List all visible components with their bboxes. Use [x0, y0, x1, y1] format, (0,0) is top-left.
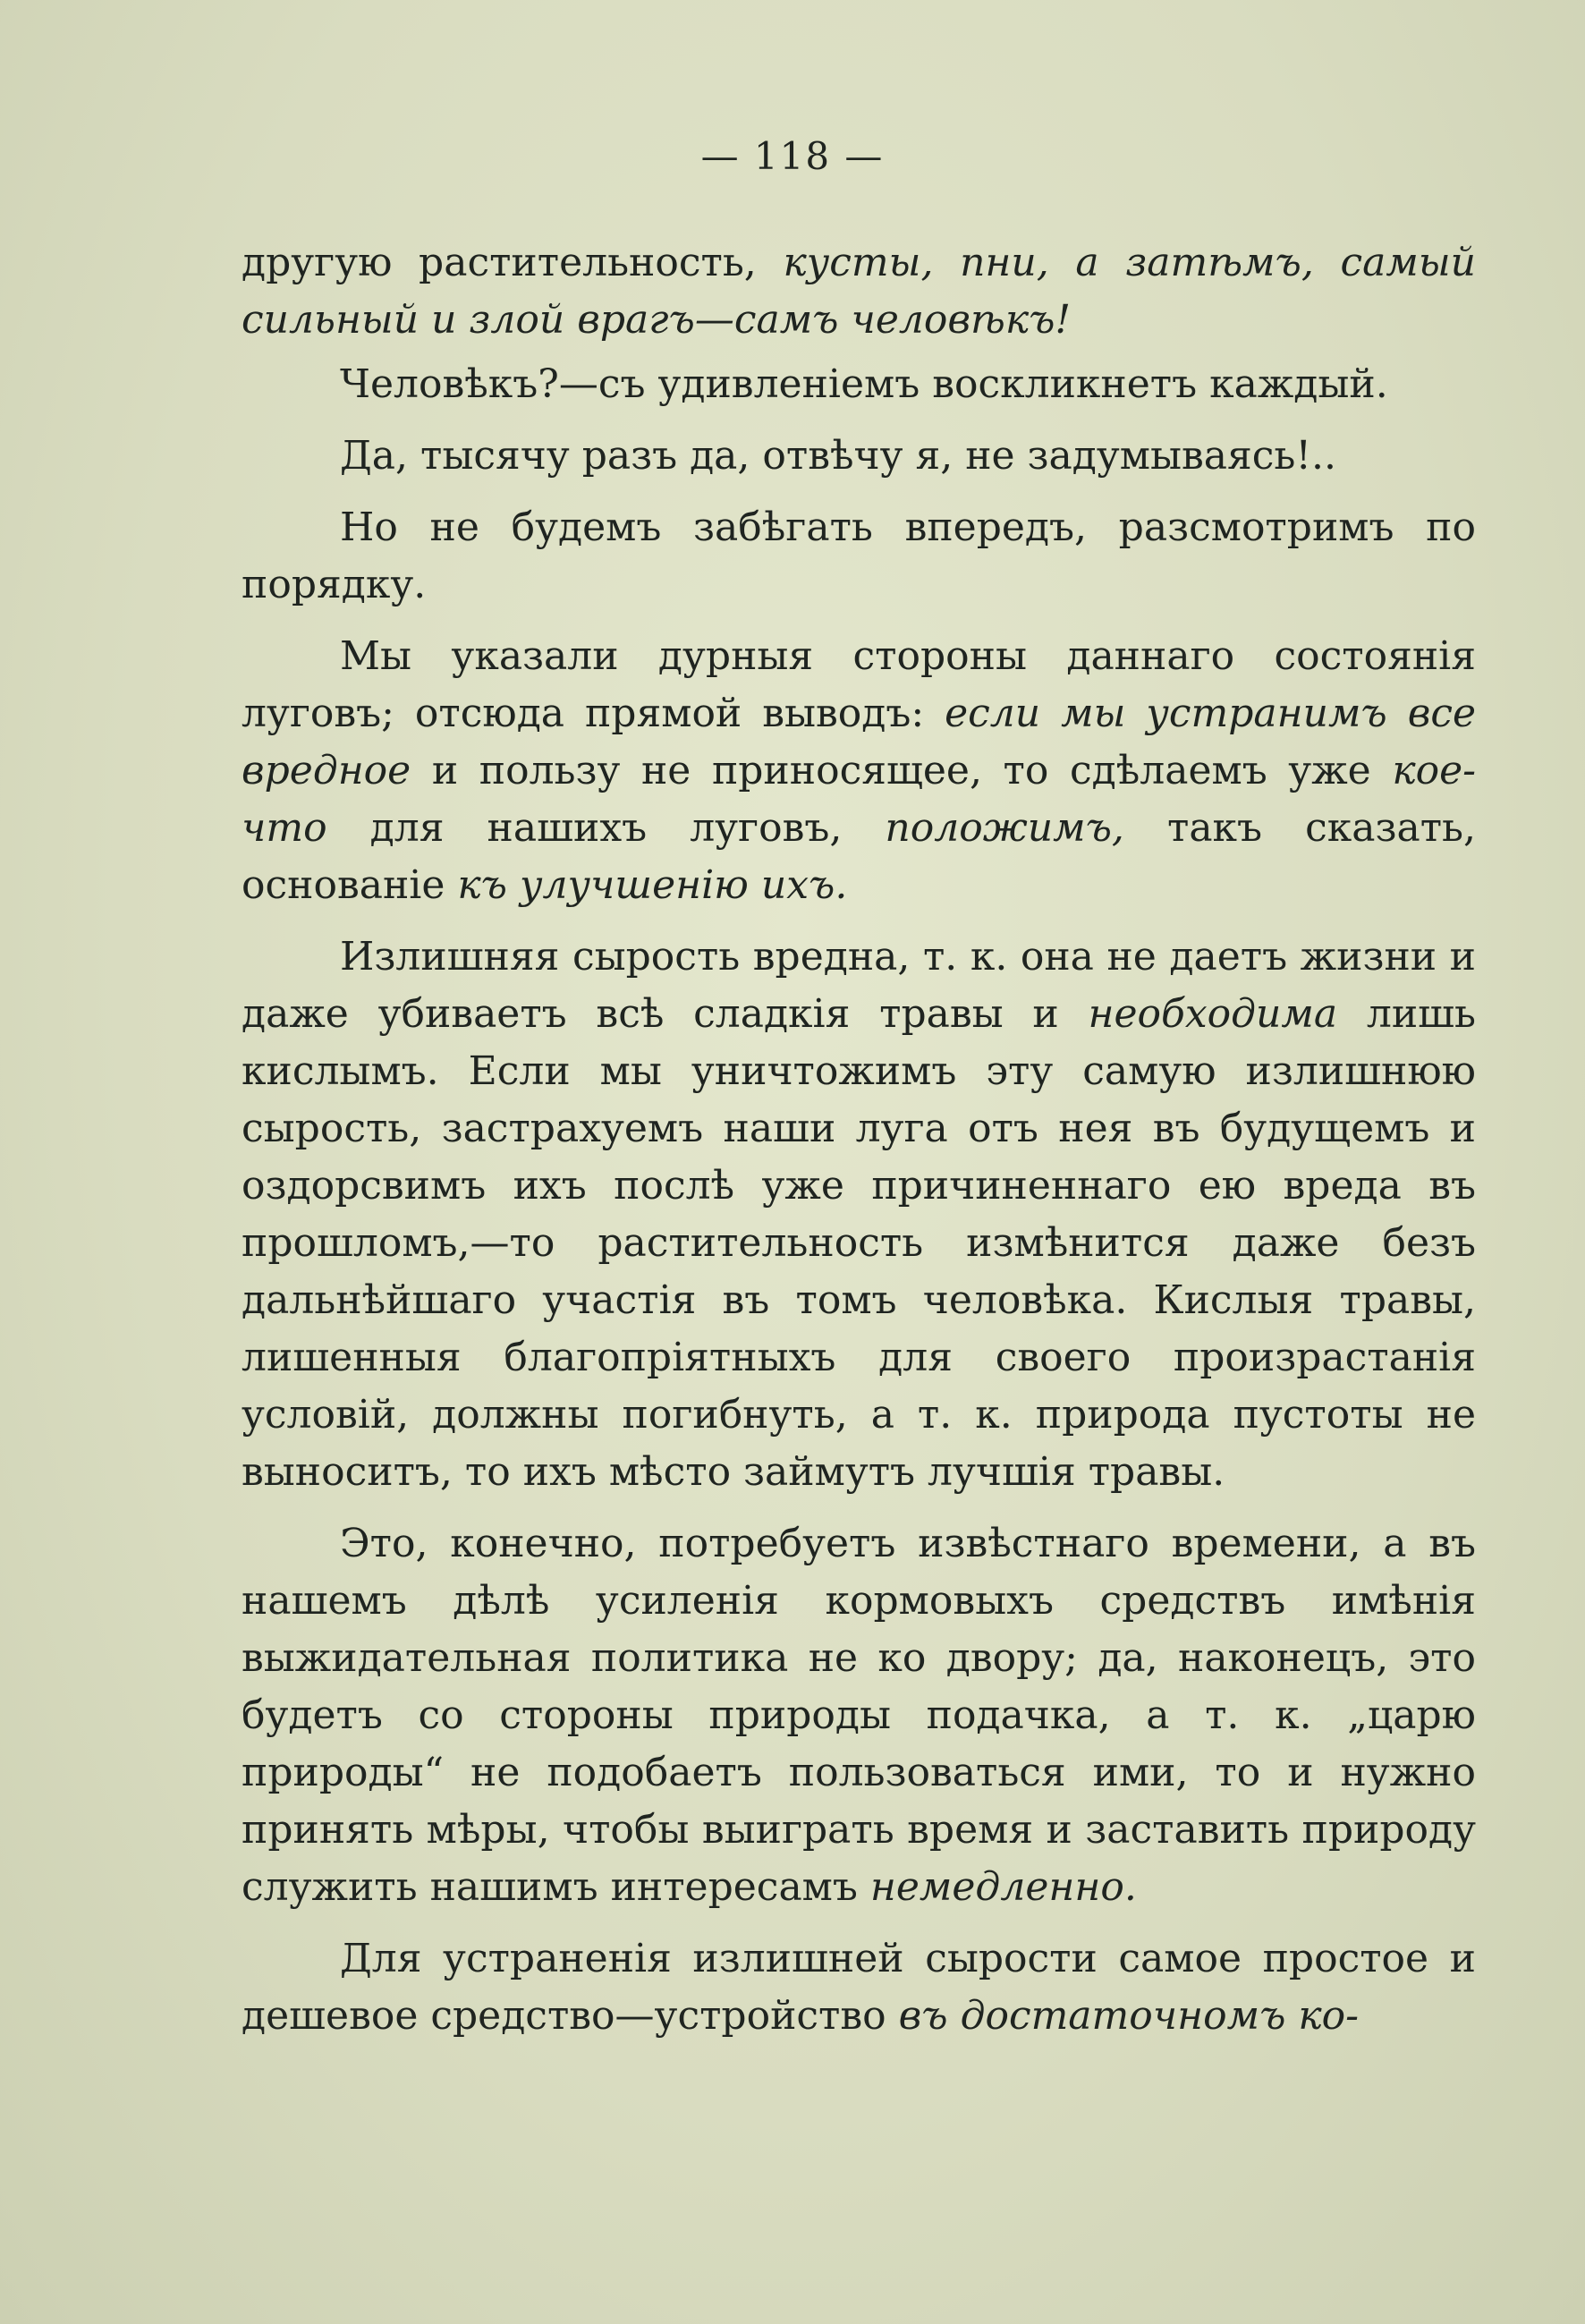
text-run: Излишняя сырость вредна, т. к. она не даетъ жизни и даже убиваетъ всѣ сладкія травы и	[242, 934, 1476, 1037]
text-run: такъ сказать, основаніе	[242, 805, 1477, 908]
text-run: Человѣкъ?—съ удивленіемъ воскликнетъ каждый.	[340, 361, 1388, 407]
text-run: Да, тысячу разъ да, отвѣчу я, не задумываясь!..	[340, 433, 1337, 479]
italic-run: если мы устранимъ все вредное	[242, 691, 1476, 793]
paragraph	[242, 1930, 1476, 2045]
text-run: Для устраненія излишней сырости самое простое и дешевое средство—устройство	[242, 1936, 1476, 2039]
italic-run: кое-что	[242, 748, 1476, 851]
paragraph	[242, 428, 1476, 485]
italic-run: необходима	[1088, 991, 1338, 1037]
page-number: — 118 —	[700, 134, 885, 178]
italic-run: немедленно.	[869, 1864, 1137, 1910]
paragraph	[242, 356, 1476, 413]
text-run: Но не будемъ забѣгать впередъ, разсмотримъ по порядку.	[242, 505, 1476, 607]
text-run: и пользу не приносящее, то сдѣлаемъ уже	[411, 748, 1393, 793]
paragraph	[242, 499, 1476, 614]
paragraph	[242, 234, 1476, 349]
body-text	[242, 234, 1476, 2059]
text-run: Мы указали дурныя стороны даннаго состоянія луговъ; отсюда прямой выводъ:	[242, 633, 1476, 736]
italic-run: къ улучшенію ихъ.	[457, 862, 848, 908]
text-run: другую растительность,	[242, 240, 784, 285]
text-run: Это, конечно, потребуетъ извѣстнаго времени, а въ нашемъ дѣлѣ усиленія кормовыхъ средствъ имѣнія выжидательная политика не ко двору; да, наконецъ, это будетъ со стороны природы подачка, а т. к. „царю природы“ не подобаетъ пользоваться ими, то и нужно принять мѣры, чтобы выиграть время и заставить природу служить нашимъ интересамъ	[242, 1521, 1476, 1910]
paragraph	[242, 929, 1476, 1501]
paragraph	[242, 628, 1476, 914]
italic-run: кусты, пни, а затѣмъ, самый сильный и злой врагъ—самъ человѣкъ!	[242, 240, 1476, 343]
text-run: лишь кислымъ. Если мы уничтожимъ эту самую излишнюю сырость, застрахуемъ наши луга отъ нея въ будущемъ и оздорсвимъ ихъ послѣ уже причиненнаго ею вреда въ прошломъ,—то растительность измѣнится даже безъ дальнѣйшаго участія въ томъ человѣка. Кислыя травы, лишенныя благопріятныхъ для своего произрастанія условій, должны погибнуть, а т. к. природа пустоты не выноситъ, то ихъ мѣсто займутъ лучшія травы.	[242, 991, 1476, 1495]
italic-run: положимъ,	[885, 805, 1124, 851]
text-run: для нашихъ луговъ,	[326, 805, 886, 851]
paragraph	[242, 1515, 1476, 1916]
italic-run: въ достаточномъ ко-	[898, 1993, 1360, 2039]
